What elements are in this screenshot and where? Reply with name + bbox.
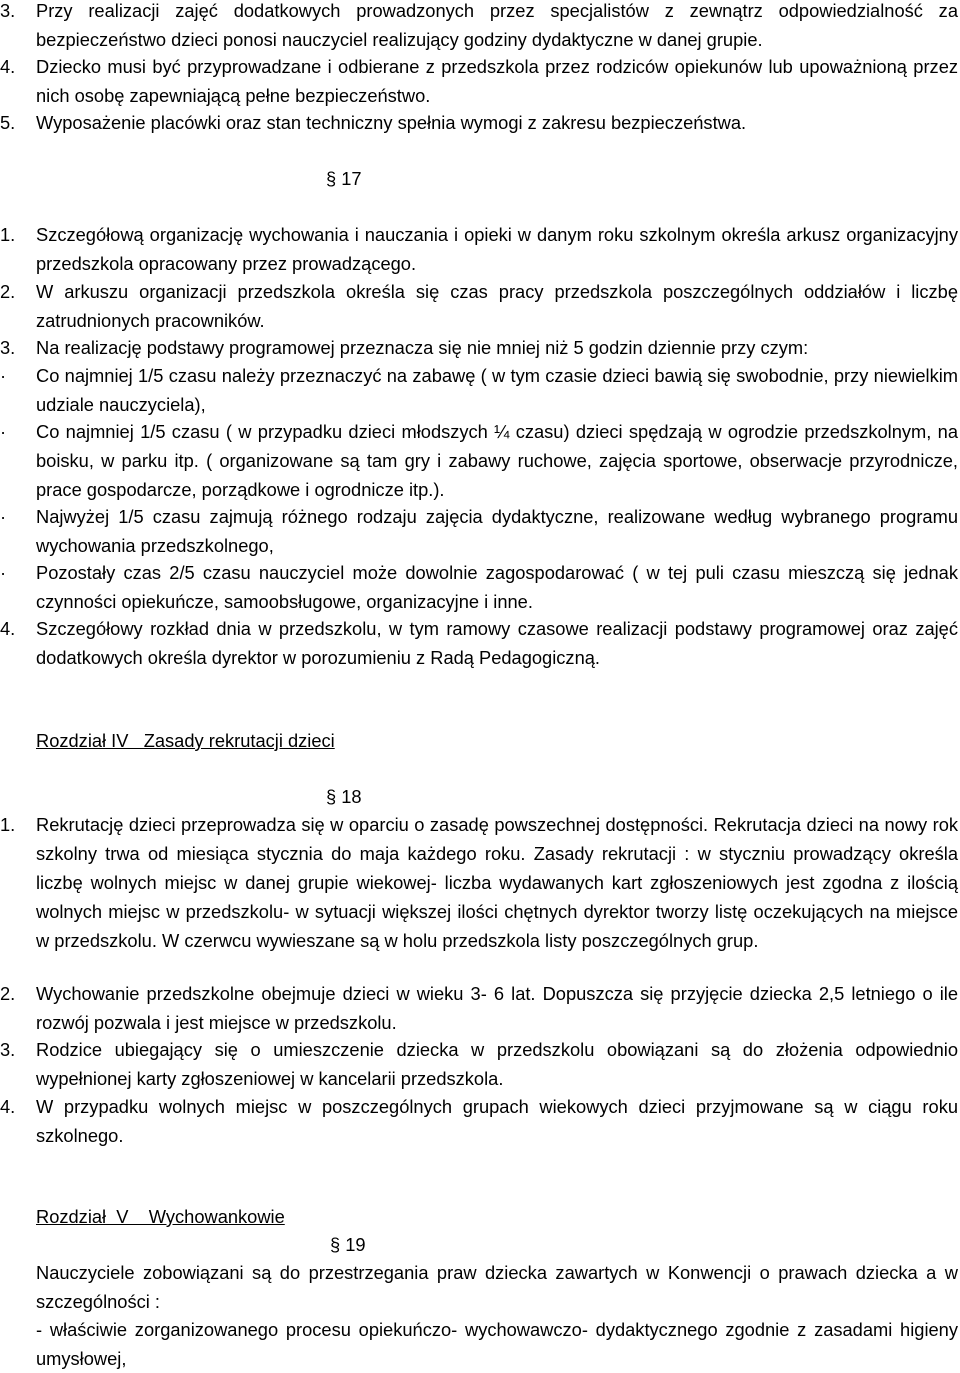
- item-number: 3.: [0, 0, 16, 21]
- list-item: [0, 810, 958, 955]
- paragraph-heading: [326, 164, 362, 193]
- item-text: Szczegółowy rozkład dnia w przedszkolu, w tym ramowy czasowe realizacji podstawy programowej oraz zajęć dodatkowych określa dyrektor w porozumieniu z Radą Pedagogiczną.: [36, 618, 958, 668]
- item-number: 4.: [0, 56, 16, 77]
- item-text: Najwyżej 1/5 czasu zajmują różnego rodzaju zajęcia dydaktyczne, realizowane według wybranego programu wychowania przedszkolnego,: [36, 506, 958, 556]
- list-item: [0, 1092, 958, 1150]
- item-text: Rodzice ubiegający się o umieszczenie dziecka w przedszkolu obowiązani są do złożenia odpowiednio wypełnionej karty zgłoszeniowej w kancelarii przedszkola.: [36, 1039, 958, 1089]
- list-item: [0, 220, 958, 278]
- item-text: Wychowanie przedszkolne obejmuje dzieci w wieku 3- 6 lat. Dopuszcza się przyjęcie dziecka 2,5 letniego o ile rozwój pozwala i jest miejsce w przedszkolu.: [36, 983, 958, 1033]
- item-number: 4.: [0, 618, 16, 639]
- item-text: Dziecko musi być przyprowadzane i odbierane z przedszkola przez rodziców opiekunów lub upoważnioną przez nich osobę zapewniającą pełne bezpieczeństwo.: [36, 56, 958, 106]
- list-item: [0, 0, 958, 54]
- bullet-item: [0, 417, 958, 504]
- bullet-dot: ·: [0, 365, 7, 386]
- item-text: Na realizację podstawy programowej przeznacza się nie mniej niż 5 godzin dziennie przy czym:: [36, 337, 809, 358]
- item-text: Wyposażenie placówki oraz stan techniczny spełnia wymogi z zakresu bezpieczeństwa.: [36, 112, 747, 133]
- item-text: W przypadku wolnych miejsc w poszczególnych grupach wiekowych dzieci przyjmowane są w ciągu roku szkolnego.: [36, 1096, 958, 1146]
- bullet-item: [0, 502, 958, 560]
- item-number: 3.: [0, 1039, 16, 1060]
- list-item: [0, 333, 958, 362]
- paragraph-number: 18: [341, 786, 362, 807]
- bullet-dot: ·: [0, 421, 7, 442]
- paragraph-number: 19: [345, 1234, 366, 1255]
- item-number: 5.: [0, 112, 16, 133]
- paragraph-text: Nauczyciele zobowiązani są do przestrzegania praw dziecka zawartych w Konwencji o prawach dziecka a w szczególności :: [36, 1262, 958, 1312]
- item-number: 4.: [0, 1096, 16, 1117]
- item-text: Co najmniej 1/5 czasu ( w przypadku dzieci młodszych ¼ czasu) dzieci spędzają w ogrodzie przedszkolnym, na boisku, w parku itp. ( organizowane są tam gry i zabawy ruchowe, zajęcia sportowe, obserwacje przyrodnicze, prace gospodarcze, porządkowe i ogrodnicze itp.).: [36, 421, 958, 500]
- paragraph-heading: [330, 1230, 366, 1259]
- bullet-dot: ·: [0, 506, 7, 527]
- list-item: [0, 979, 958, 1037]
- paragraph-number: 17: [341, 168, 362, 189]
- list-item: [0, 52, 958, 110]
- list-item: [0, 108, 958, 137]
- list-item: [0, 277, 958, 335]
- chapter-title: Rozdział V Wychowankowie: [36, 1206, 285, 1227]
- item-text: Przy realizacji zajęć dodatkowych prowadzonych przez specjalistów z zewnątrz odpowiedzialność za bezpieczeństwo dzieci ponosi nauczyciel realizujący godziny dydaktyczne w danej grupie.: [36, 0, 958, 50]
- item-text: W arkuszu organizacji przedszkola określa się czas pracy przedszkola poszczególnych oddziałów i liczbę zatrudnionych pracowników.: [36, 281, 958, 331]
- bullet-item: [0, 558, 958, 616]
- bullet-item: [0, 361, 958, 419]
- item-number: 1.: [0, 814, 16, 835]
- section-symbol: §: [326, 786, 337, 807]
- item-number: 2.: [0, 983, 16, 1004]
- section-symbol: §: [330, 1234, 341, 1255]
- section-symbol: §: [326, 168, 337, 189]
- item-number: 1.: [0, 224, 16, 245]
- list-item: [0, 1035, 958, 1093]
- item-number: 3.: [0, 337, 16, 358]
- chapter-title: Rozdział IV Zasady rekrutacji dzieci: [36, 730, 335, 751]
- paragraph-heading: [326, 782, 362, 811]
- item-text: Pozostały czas 2/5 czasu nauczyciel może dowolnie zagospodarować ( w tej puli czasu mieszczą się jednak czynności opiekuńcze, samoobsługowe, organizacyjne i inne.: [36, 562, 958, 612]
- item-text: Szczegółową organizację wychowania i nauczania i opieki w danym roku szkolnym określa arkusz organizacyjny przedszkola opracowany przez prowadzącego.: [36, 224, 958, 274]
- item-number: 2.: [0, 281, 16, 302]
- item-text: Rekrutację dzieci przeprowadza się w oparciu o zasadę powszechnej dostępności. Rekrutacja dzieci na nowy rok szkolny trwa od miesiąca stycznia do maja każdego roku. Zasady rekrutacji : w styczniu prowadzący określa liczbę wolnych miejsc w danej grupie wiekowej- liczba wydawanych kart zgłoszeniowych jest zgodna z ilością wolnych miejsc w przedszkolu- w sytuacji większej ilości chętnych dyrektor tworzy listę oczekujących na miejsce w przedszkolu. W czerwcu wywieszane są w holu przedszkola listy poszczególnych grup.: [36, 814, 958, 951]
- dash-item: - właściwie zorganizowanego procesu opiekuńczo- wychowawczo- dydaktycznego zgodnie z zasadami higieny umysłowej,: [36, 1319, 958, 1369]
- item-text: Co najmniej 1/5 czasu należy przeznaczyć na zabawę ( w tym czasie dzieci bawią się swobodnie, przy niewielkim udziale nauczyciela),: [36, 365, 958, 415]
- list-item: [0, 614, 958, 672]
- bullet-dot: ·: [0, 562, 7, 583]
